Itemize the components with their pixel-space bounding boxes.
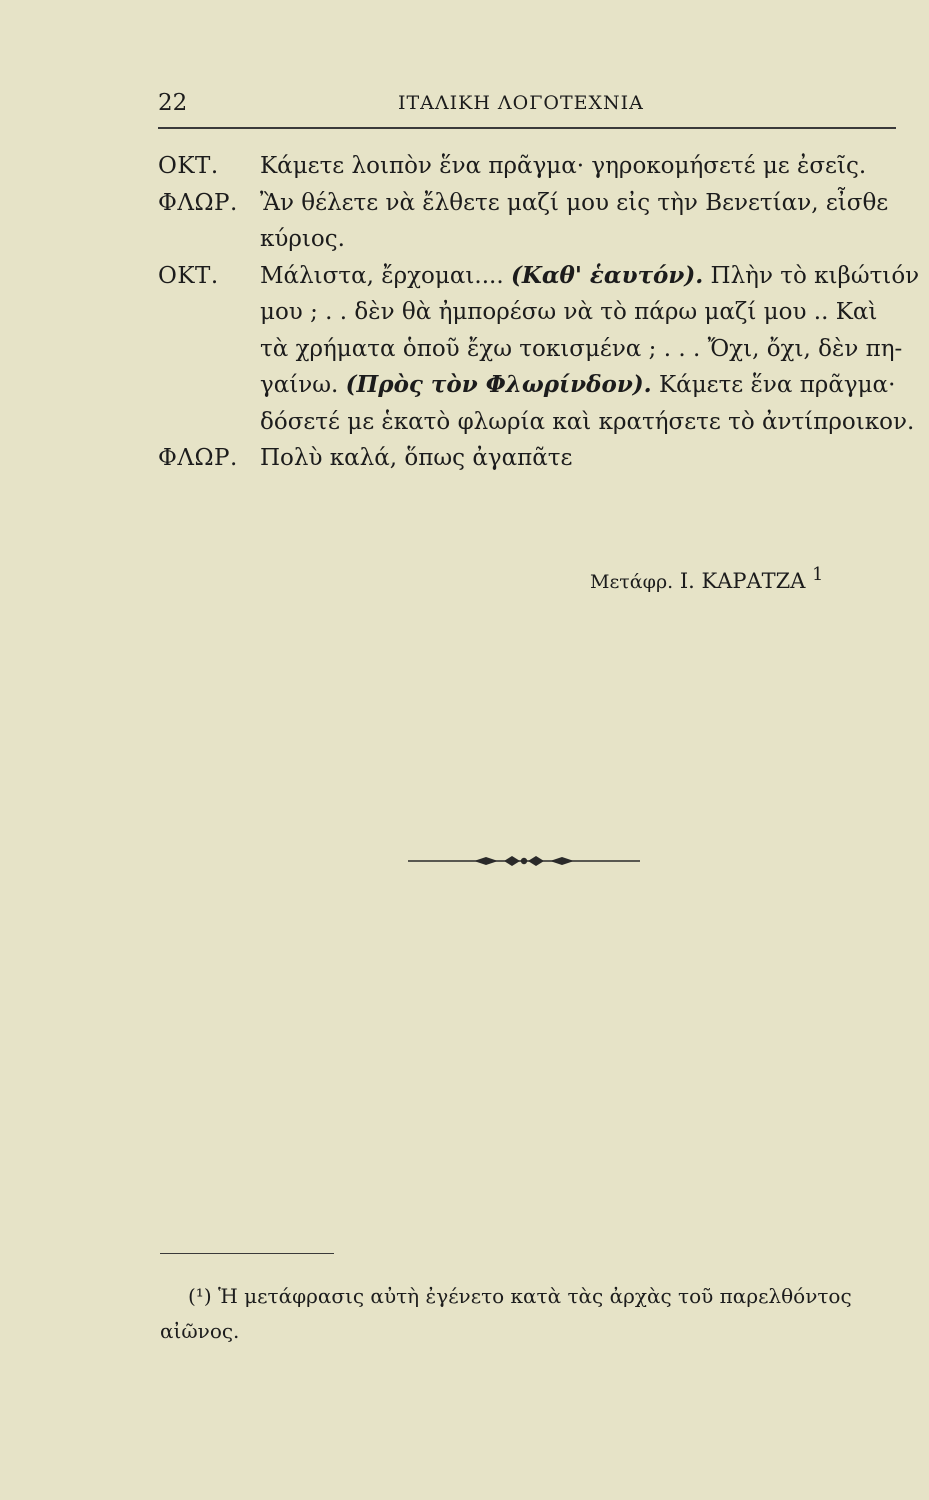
speech-line: τὰ χρήματα ὁποῦ ἔχω τοκισμένα ; . . . Ὄχι, ὄχι, δὲν πη-: [260, 335, 903, 362]
footnote-line: αἰῶνος.: [160, 1319, 240, 1343]
speaker-label: ΦΛΩΡ.: [158, 445, 238, 471]
speech-line: δόσετέ με ἑκατὸ φλωρία καὶ κρατήσετε τὸ ἀντίπροικον.: [260, 408, 915, 435]
speech-text: [260, 185, 900, 258]
dialogue-block: [158, 148, 920, 477]
speaker-label: ΟΚΤ.: [158, 262, 219, 289]
speech-text: [260, 148, 900, 185]
footnote-marker: (¹): [188, 1284, 212, 1308]
speech-line: μου ; . . δὲν θὰ ἠμπορέσω νὰ τὸ πάρω μαζί μου .. Καὶ: [260, 299, 878, 325]
footnote-line: (¹) Ἡ μετάφρασις αὐτὴ ἐγένετο κατὰ τὰς ἀρχὰς τοῦ παρελθόντος: [188, 1284, 852, 1308]
speaker-label: ΟΚΤ.: [158, 153, 219, 179]
dialogue-row: [158, 258, 920, 441]
translator-name: Ι. ΚΑΡΑΤΖΑ: [679, 569, 806, 593]
speaker-label: ΦΛΩΡ.: [158, 189, 238, 216]
ornament-divider: [408, 850, 640, 872]
speech-line: Μάλιστα, ἔρχομαι.... (Καθ' ἑαυτόν). Πλὴν τὸ κιβώτιόν: [260, 261, 920, 289]
speech-line: Πολὺ καλά, ὅπως ἀγαπᾶτε: [260, 445, 573, 471]
speech-text: [260, 258, 920, 441]
stage-direction: (Καθ' ἑαυτόν).: [510, 261, 704, 289]
speech-text: [260, 440, 900, 477]
dialogue-row: [158, 185, 908, 258]
running-title: ΙΤΑΛΙΚΗ ΛΟΓΟΤΕΧΝΙΑ: [398, 92, 644, 114]
speech-line: Ἂν θέλετε νὰ ἔλθετε μαζί μου εἰς τὴν Βενετίαν, εἶσθε: [260, 189, 889, 216]
footnote-rule: [160, 1253, 334, 1254]
translator-credit: [590, 565, 823, 593]
speech-line: Κάμετε λοιπὸν ἕνα πρᾶγμα· γηροκομήσετέ με ἐσεῖς.: [260, 153, 867, 179]
dialogue-row: [158, 440, 908, 477]
header-rule: [158, 127, 896, 129]
page-number: 22: [158, 90, 188, 116]
speech-line: γαίνω. (Πρὸς τὸν Φλωρίνδον). Κάμετε ἕνα πρᾶγμα·: [260, 371, 896, 398]
footnote: [160, 1279, 900, 1349]
translator-label: Μετάφρ.: [590, 571, 674, 593]
page-header: [158, 86, 896, 126]
speech-line: κύριος.: [260, 226, 345, 252]
footnote-reference: 1: [812, 565, 824, 585]
dialogue-row: [158, 148, 908, 185]
stage-direction: (Πρὸς τὸν Φλωρίνδον).: [345, 371, 652, 398]
